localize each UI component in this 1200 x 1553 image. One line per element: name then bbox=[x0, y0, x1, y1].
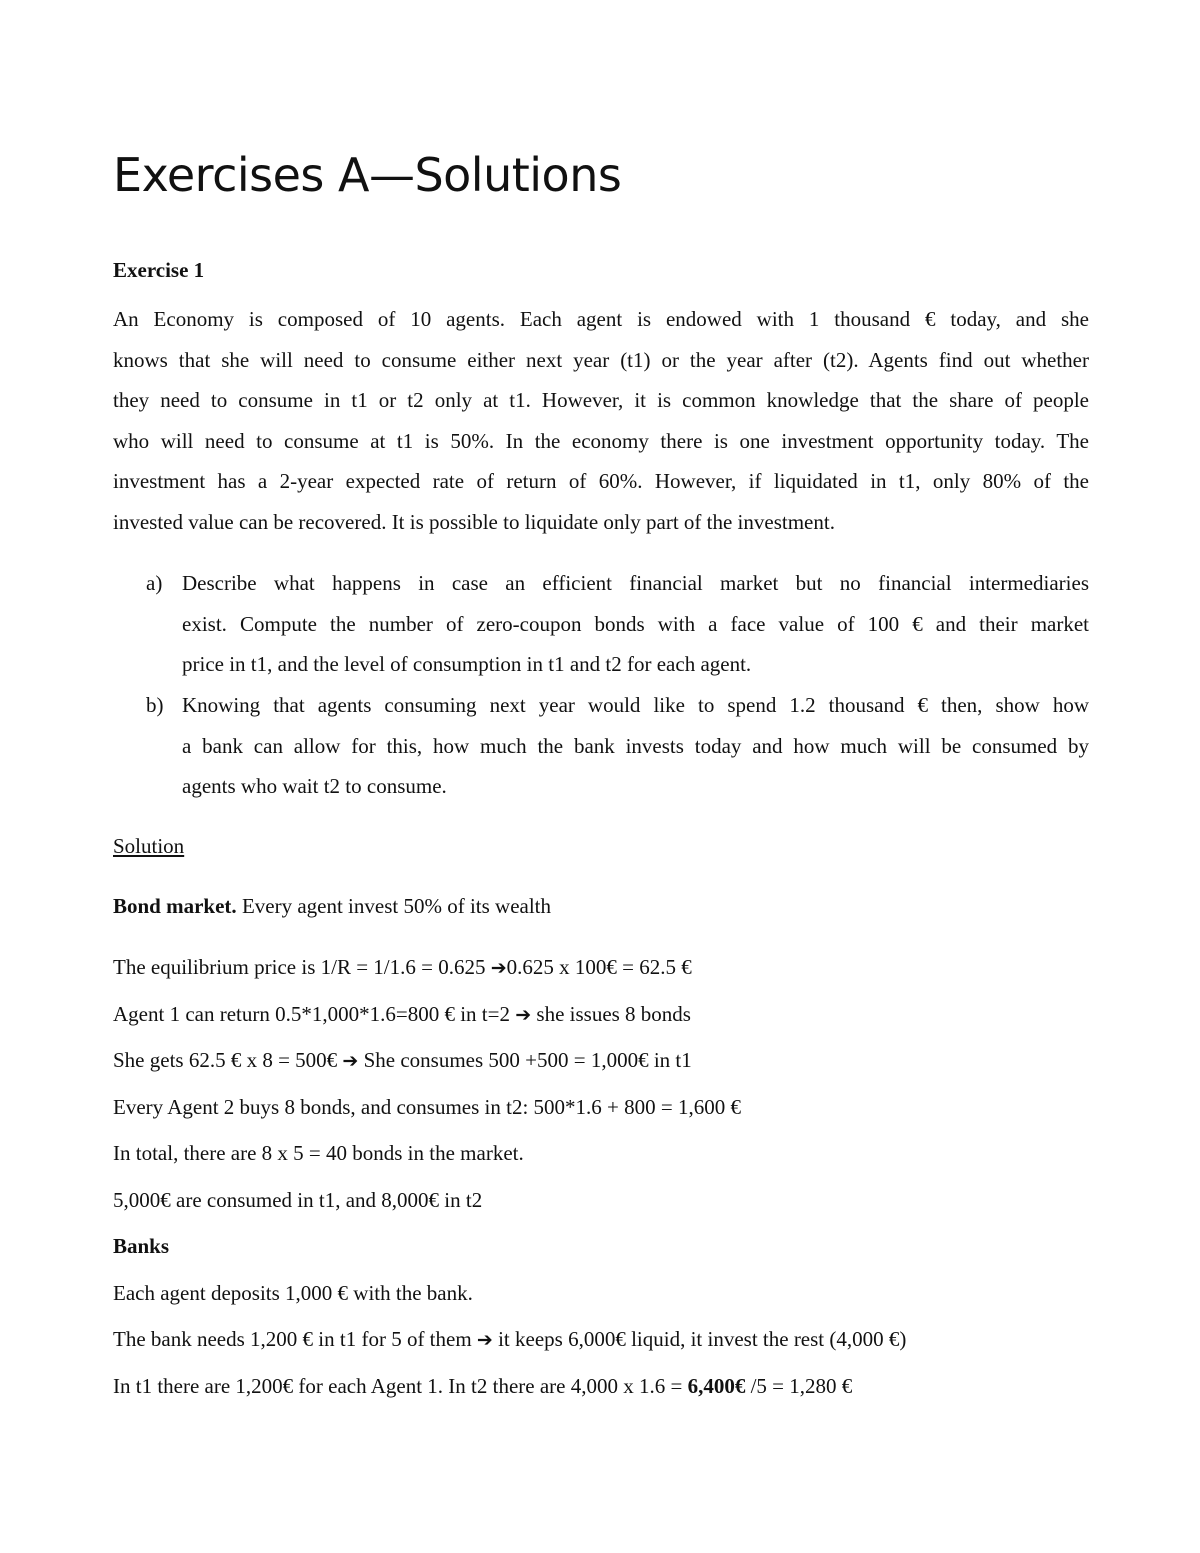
list-item-line: price in t1, and the level of consumption in t1 and t2 for each agent. bbox=[182, 652, 752, 676]
right-arrow-icon: ➔ bbox=[515, 1004, 532, 1026]
bond-market-text: Every agent invest 50% of its wealth bbox=[236, 894, 552, 918]
bank-liquid-text: it keeps 6,000€ liquid, it invest the rest (4,000 €) bbox=[498, 1327, 907, 1351]
consumption-line: 5,000€ are consumed in t1, and 8,000€ in t2 bbox=[113, 1188, 483, 1212]
agent1-return-line bbox=[113, 1000, 691, 1029]
agent1-return-text: Agent 1 can return 0.5*1,000*1.6=800 € in t=2 bbox=[113, 1002, 516, 1026]
bond-market-label: Bond market. bbox=[113, 894, 237, 918]
intro-line: investment has a 2-year expected rate of return of 60%. However, if liquidated in t1, only 80% of the bbox=[113, 469, 1089, 493]
agent2-line: Every Agent 2 buys 8 bonds, and consumes in t2: 500*1.6 + 800 = 1,600 € bbox=[113, 1095, 741, 1119]
list-item-line: Knowing that agents consuming next year would like to spend 1.2 thousand € then, show how bbox=[182, 693, 1089, 717]
bank-needs-text: The bank needs 1,200 € in t1 for 5 of them bbox=[113, 1327, 477, 1351]
final-allocation-bold: 6,400€ bbox=[687, 1374, 746, 1398]
right-arrow-icon: ➔ bbox=[476, 1329, 493, 1351]
final-allocation-result: /5 = 1,280 € bbox=[745, 1374, 853, 1398]
bond-market-line bbox=[113, 892, 551, 920]
right-arrow-icon: ➔ bbox=[342, 1050, 359, 1072]
total-bonds-line: In total, there are 8 x 5 = 40 bonds in the market. bbox=[113, 1141, 524, 1165]
banks-heading: Banks bbox=[113, 1234, 170, 1258]
list-marker: b) bbox=[146, 693, 164, 717]
list-item-line: agents who wait t2 to consume. bbox=[182, 774, 447, 798]
bank-needs-line bbox=[113, 1325, 906, 1354]
equilibrium-price-result: 0.625 x 100€ = 62.5 € bbox=[506, 955, 692, 979]
intro-line: who will need to consume at t1 is 50%. In the economy there is one investment opportunity today. The bbox=[113, 429, 1089, 453]
exercise-heading: Exercise 1 bbox=[113, 258, 205, 282]
intro-line: An Economy is composed of 10 agents. Each agent is endowed with 1 thousand € today, and she bbox=[113, 307, 1089, 331]
list-item-line: Describe what happens in case an efficient financial market but no financial intermediaries bbox=[182, 571, 1089, 595]
list-marker: a) bbox=[146, 571, 163, 595]
list-item-line: exist. Compute the number of zero-coupon bonds with a face value of 100 € and their market bbox=[182, 612, 1089, 636]
deposit-line: Each agent deposits 1,000 € with the bank. bbox=[113, 1281, 473, 1305]
page-title: Exercises A—Solutions bbox=[113, 148, 622, 202]
equilibrium-price-line bbox=[113, 953, 692, 982]
final-allocation-line bbox=[113, 1372, 852, 1400]
list-item-line: a bank can allow for this, how much the bank invests today and how much will be consumed by bbox=[182, 734, 1089, 758]
agent1-consumes-text: She consumes 500 +500 = 1,000€ in t1 bbox=[363, 1048, 692, 1072]
agent1-gets-text: She gets 62.5 € x 8 = 500€ bbox=[113, 1048, 343, 1072]
solution-heading: Solution bbox=[113, 834, 185, 858]
intro-line: they need to consume in t1 or t2 only at t1. However, it is common knowledge that the share of people bbox=[113, 388, 1089, 412]
intro-line: invested value can be recovered. It is possible to liquidate only part of the investment. bbox=[113, 510, 835, 534]
equilibrium-price-text: The equilibrium price is 1/R = 1/1.6 = 0.625 bbox=[113, 955, 491, 979]
final-allocation-text: In t1 there are 1,200€ for each Agent 1. In t2 there are 4,000 x 1.6 = bbox=[113, 1374, 688, 1398]
agent1-gets-line bbox=[113, 1046, 692, 1075]
agent1-bonds-text: she issues 8 bonds bbox=[536, 1002, 691, 1026]
intro-line: knows that she will need to consume either next year (t1) or the year after (t2). Agents find out whether bbox=[113, 348, 1089, 372]
right-arrow-icon: ➔ bbox=[490, 957, 507, 979]
